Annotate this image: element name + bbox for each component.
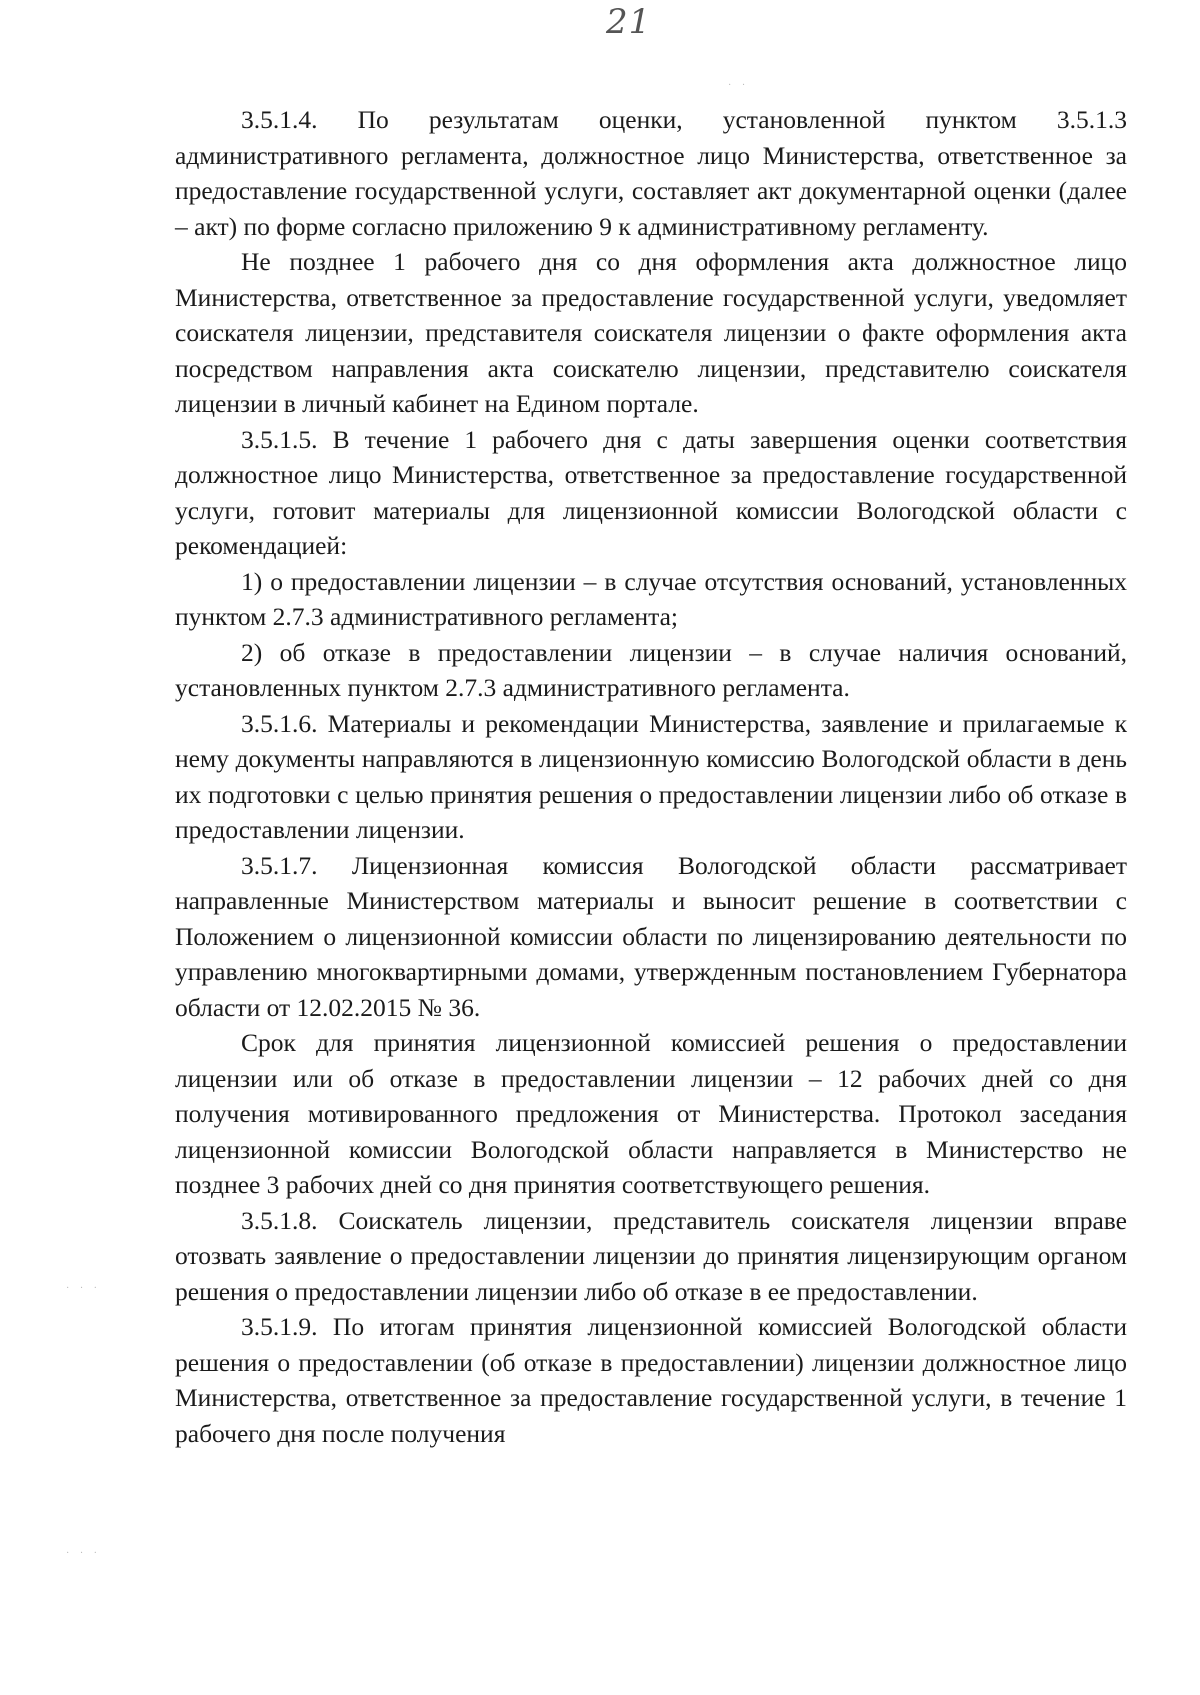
paragraph-3-5-1-7: 3.5.1.7. Лицензионная комиссия Вологодской области рассматривает направленные Министерством материалы и выносит решение в соответствии с Положением о лицензионной комиссии области по лицензированию деятельности по управлению многоквартирными домами, утвержденным постановлением Губернатора области от 12.02.2015 № 36. [175,850,1127,1022]
paragraph-3-5-1-9: 3.5.1.9. По итогам принятия лицензионной комиссией Вологодской области решения о предоставлении (об отказе в предоставлении) лицензии должностное лицо Министерства, ответственное за предоставление государственной услуги, в течение 1 рабочего дня после получения [175,1312,1127,1448]
paragraph-3-5-1-5: 3.5.1.5. В течение 1 рабочего дня с даты завершения оценки соответствия должностное лицо Министерства, ответственное за предоставление государственной услуги, готовит материалы для лицензионной комиссии Вологодской области с рекомендацией: [175,424,1127,560]
scan-speck: · · [728,80,750,91]
scan-speck: · · · [66,1548,101,1559]
list-item-2: 2) об отказе в предоставлении лицензии – в случае наличия оснований, установленных пунктом 2.7.3 административного регламента. [175,637,1127,702]
paragraph-3-5-1-6: 3.5.1.6. Материалы и рекомендации Министерства, заявление и прилагаемые к нему документы направляются в лицензионную комиссию Вологодской области в день их подготовки с целью принятия решения о предоставлении лицензии либо об отказе в предоставлении лицензии. [175,708,1127,844]
paragraph-3-5-1-4: 3.5.1.4. По результатам оценки, установленной пунктом 3.5.1.3 административного регламента, должностное лицо Министерства, ответственное за предоставление государственной услуги, составляет акт документарной оценки (далее – акт) по форме согласно приложению 9 к административному регламенту. [175,105,1127,241]
scan-speck: · · · [66,1283,101,1294]
paragraph-deadline: Срок для принятия лицензионной комиссией решения о предоставлении лицензии или об отказе в предоставлении лицензии – 12 рабочих дней со дня получения мотивированного предложения от Министерства. Протокол заседания лицензионной комиссии Вологодской области направляется в Министерство не позднее 3 рабочих дней со дня принятия соответствующего решения. [175,1028,1127,1199]
document-body [175,102,1127,1451]
list-item-1: 1) о предоставлении лицензии – в случае отсутствия оснований, установленных пунктом 2.7.3 административного регламента; [175,566,1127,631]
paragraph-notification: Не позднее 1 рабочего дня со дня оформления акта должностное лицо Министерства, ответственное за предоставление государственной услуги, уведомляет соискателя лицензии, представителя соискателя лицензии о факте оформления акта посредством направления акта соискателю лицензии, представителю соискателя лицензии в личный кабинет на Едином портале. [175,247,1127,418]
paragraph-3-5-1-8: 3.5.1.8. Соискатель лицензии, представитель соискателя лицензии вправе отозвать заявление о предоставлении лицензии до принятия лицензирующим органом решения о предоставлении лицензии либо об отказе в ее предоставлении. [175,1205,1127,1306]
handwritten-page-number: 21 [606,2,652,42]
